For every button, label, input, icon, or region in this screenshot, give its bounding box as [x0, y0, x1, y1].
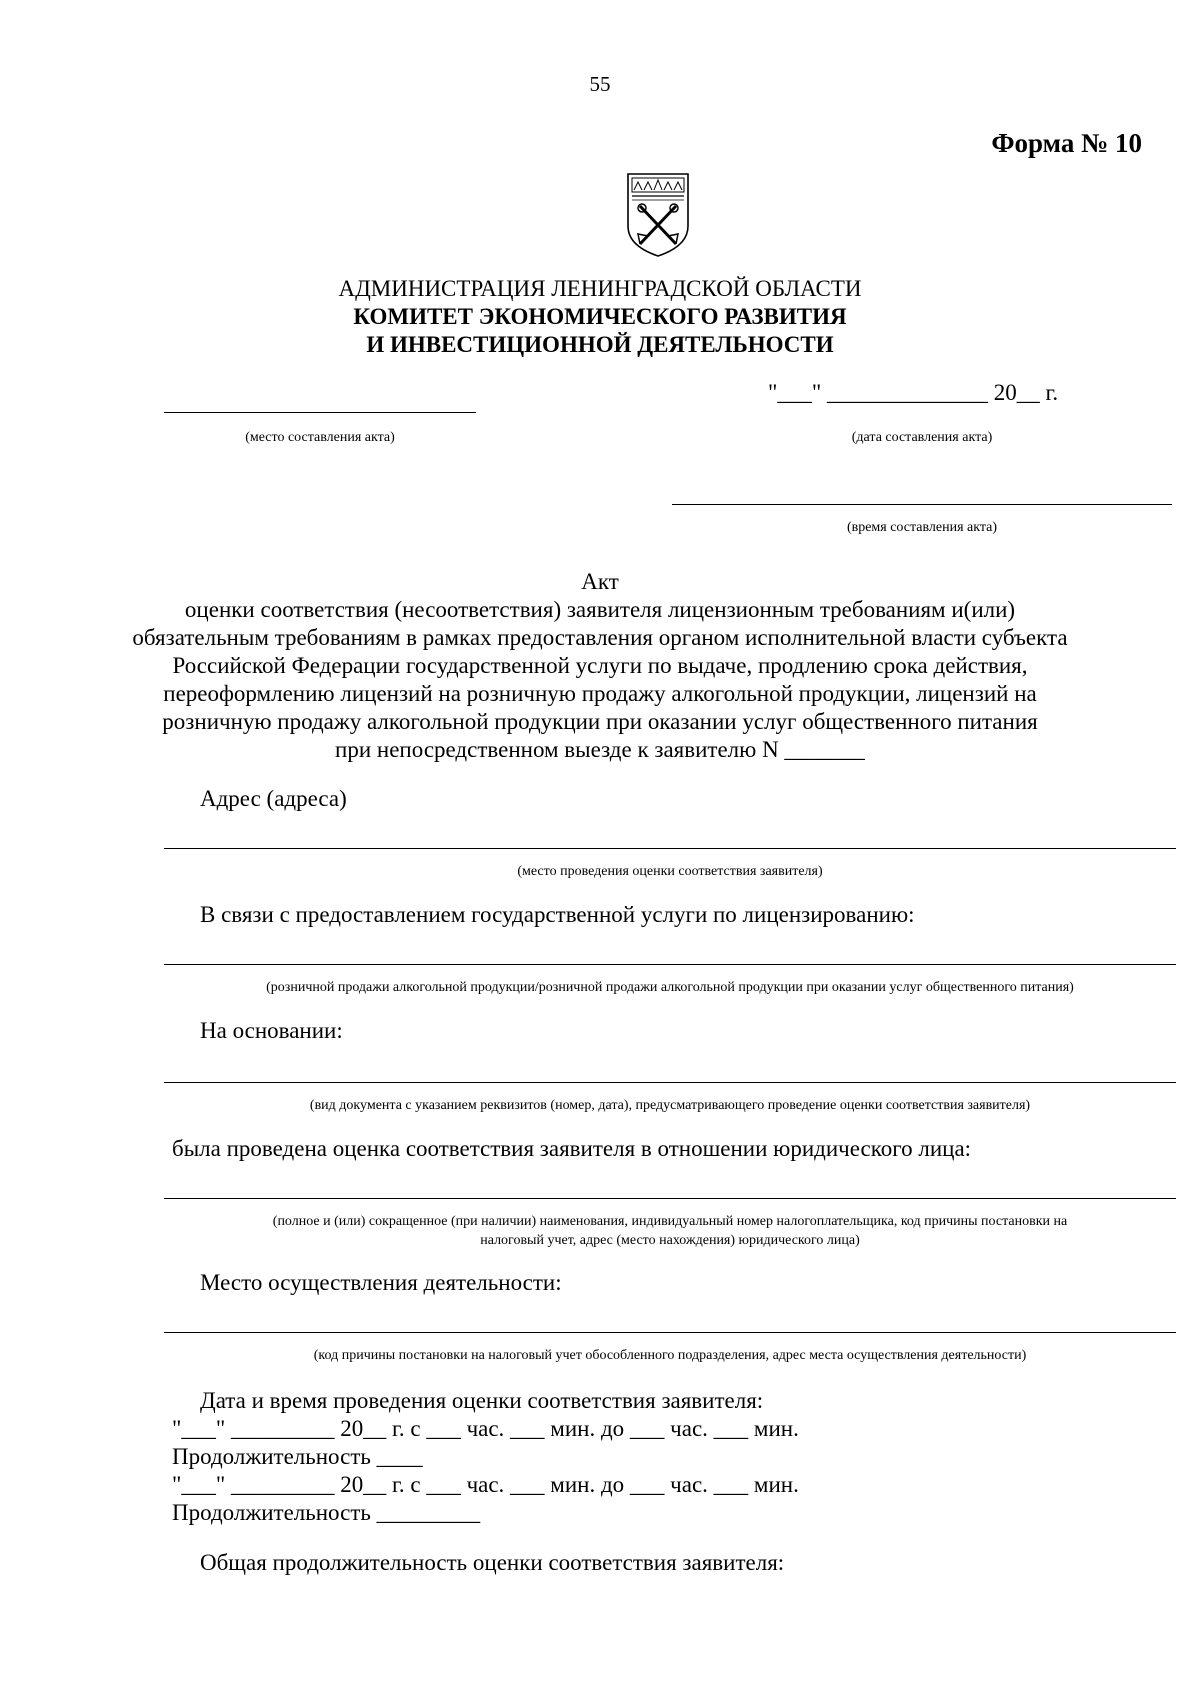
- basis-caption: (вид документа с указанием реквизитов (номер, дата), предусматривающего проведение оценки соответствия заявителя): [309, 1098, 1031, 1113]
- act-title-line: оценки соответствия (несоответствия) заявителя лицензионным требованиям и(или): [184, 597, 1016, 622]
- basis-underline: [164, 1082, 1176, 1083]
- service-caption: (розничной продажи алкогольной продукции/розничной продажи алкогольной продукции при оказании услуг общественного питания): [266, 980, 1074, 995]
- act-title-line: Акт: [581, 569, 619, 594]
- total-duration-label: Общая продолжительность оценки соответствия заявителя:: [200, 1550, 785, 1575]
- act-time-underline: [672, 504, 1172, 505]
- coat-of-arms-icon: [624, 170, 692, 258]
- activity-place-label: Место осуществления деятельности:: [200, 1270, 562, 1295]
- act-title-line: розничную продажу алкогольной продукции при оказании услуг общественного питания: [162, 709, 1038, 734]
- activity-place-underline: [164, 1332, 1176, 1333]
- service-label: В связи с предоставлением государственной услуги по лицензированию:: [200, 902, 915, 927]
- datetime-title: Дата и время проведения оценки соответствия заявителя:: [200, 1388, 764, 1413]
- page-number: 55: [589, 72, 611, 96]
- datetime-row: "___" _________ 20__ г. с ___ час. ___ мин. до ___ час. ___ мин.: [172, 1416, 799, 1441]
- header-department: И ИНВЕСТИЦИОННОЙ ДЕЯТЕЛЬНОСТИ: [366, 332, 834, 357]
- act-date-caption: (дата составления акта): [851, 430, 993, 445]
- entity-label: была проведена оценка соответствия заявителя в отношении юридического лица:: [172, 1136, 972, 1161]
- act-time-caption: (время составления акта): [846, 520, 998, 535]
- duration-row: Продолжительность ____: [172, 1444, 423, 1469]
- duration-row: Продолжительность _________: [172, 1500, 481, 1525]
- entity-caption: налоговый учет, адрес (место нахождения) юридического лица): [480, 1233, 860, 1248]
- form-number-label: Форма № 10: [991, 128, 1142, 158]
- act-title-line: Российской Федерации государственной услуги по выдаче, продлению срока действия,: [172, 653, 1028, 678]
- header-committee: КОМИТЕТ ЭКОНОМИЧЕСКОГО РАЗВИТИЯ: [353, 304, 847, 329]
- basis-label: На основании:: [200, 1018, 343, 1043]
- act-place-underline: [164, 412, 476, 413]
- address-label: Адрес (адреса): [200, 786, 347, 811]
- act-title-line: переоформлению лицензий на розничную продажу алкогольной продукции, лицензий на: [163, 681, 1037, 706]
- entity-caption: (полное и (или) сокращенное (при наличии) наименования, индивидуальный номер налогоплательщика, код причины постановки на: [272, 1214, 1068, 1229]
- address-underline: [164, 848, 1176, 849]
- activity-place-caption: (код причины постановки на налоговый учет обособленного подразделения, адрес места осуществления деятельности): [313, 1348, 1027, 1363]
- address-caption: (место проведения оценки соответствия заявителя): [517, 864, 823, 879]
- service-underline: [164, 964, 1176, 965]
- act-title-line: обязательным требованиям в рамках предоставления органом исполнительной власти субъекта: [132, 625, 1068, 650]
- entity-underline: [164, 1198, 1176, 1199]
- datetime-row: "___" _________ 20__ г. с ___ час. ___ мин. до ___ час. ___ мин.: [172, 1472, 799, 1497]
- header-administration: АДМИНИСТРАЦИЯ ЛЕНИНГРАДСКОЙ ОБЛАСТИ: [338, 276, 862, 301]
- act-title-line: при непосредственном выезде к заявителю N _______: [335, 737, 865, 762]
- act-date-line: "___" ______________ 20__ г.: [768, 380, 1059, 405]
- act-place-caption: (место составления акта): [245, 430, 395, 445]
